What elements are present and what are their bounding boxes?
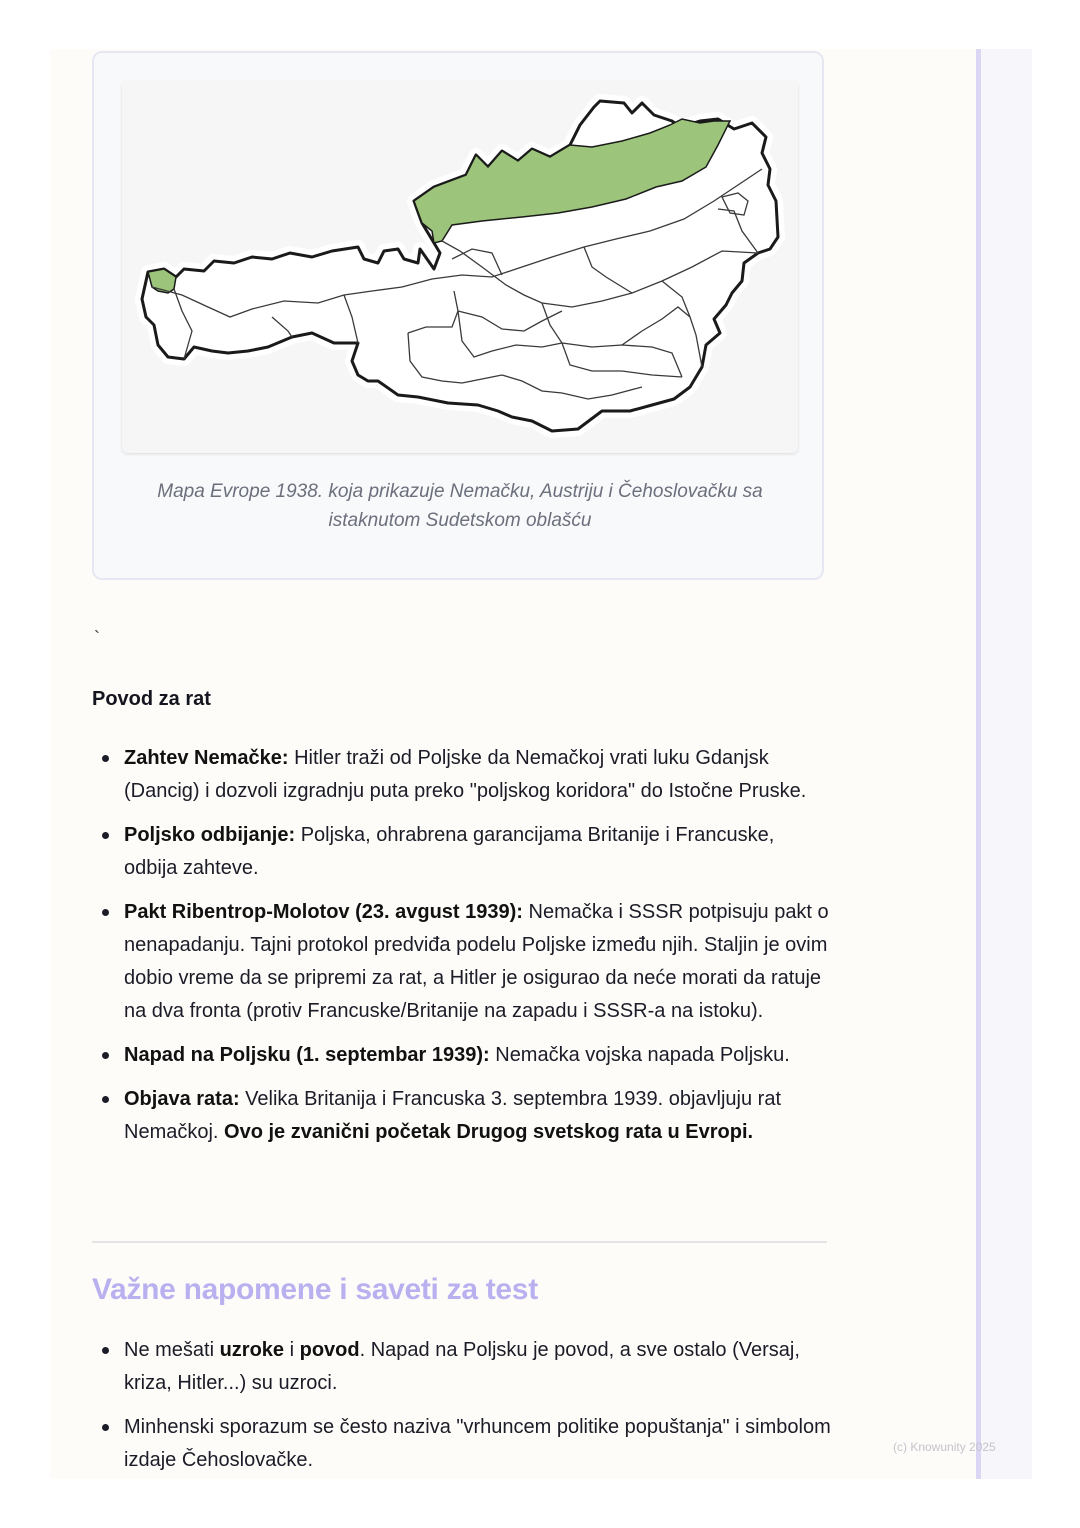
tips-list (92, 1334, 832, 1488)
item-term: Pakt Ribentrop-Molotov (23. avgust 1939): (124, 901, 523, 923)
watermark: (c) Knowunity 2025 (893, 1440, 996, 1454)
item-text: Ne mešati (124, 1339, 220, 1361)
map-caption: Mapa Evrope 1938. koja prikazuje Nemačku, Austriju i Čehoslovačku sa istaknutom Sudetskom oblašću (157, 481, 763, 531)
item-text: Nemačka vojska napada Poljsku. (489, 1044, 790, 1066)
side-panel (981, 49, 1032, 1479)
item-text: Hitler traži od Poljske da Nemačkoj vrati luku Gdanjsk (Dancig) i dozvoli izgradnju puta preko "poljskog koridora" do Istočne Pruske. (124, 747, 807, 802)
item-text: Poljska, ohrabrena garancijama Britanije i Francuske, odbija zahteve. (124, 824, 775, 879)
item-emphasis: povod (299, 1339, 360, 1361)
map-image (122, 81, 798, 453)
item-term: Zahtev Nemačke: (124, 747, 289, 769)
item-term: Objava rata: (124, 1088, 240, 1110)
list-item (92, 1083, 832, 1149)
item-emphasis: Ovo je zvanični početak Drugog svetskog rata u Evropi. (224, 1121, 754, 1143)
item-text: Velika Britanija i Francuska 3. septembra 1939. objavljuju rat Nemačkoj. (124, 1088, 782, 1143)
item-text: i (284, 1339, 300, 1361)
item-emphasis: uzroke (219, 1339, 285, 1361)
map-figure (92, 51, 824, 580)
cause-list (92, 742, 832, 1160)
list-item (92, 896, 832, 1028)
item-text: . Napad na Poljsku je povod, a sve ostalo (Versaj, kriza, Hitler...) su uzroci. (124, 1339, 800, 1394)
section-divider (92, 1241, 827, 1243)
item-text: Minhenski sporazum se često naziva "vrhuncem politike popuštanja" i simbolom izdaje Čehoslovačke. (124, 1416, 831, 1471)
list-item (92, 742, 832, 808)
austria-map-illustration (122, 81, 798, 453)
tips-heading: Važne napomene i saveti za test (92, 1273, 538, 1306)
list-item (92, 1411, 832, 1477)
item-text: Nemačka i SSSR potpisuju pakt o nenapadanju. Tajni protokol predviđa podelu Poljske između njih. Staljin je ovim dobio vreme da se pripremi za rat, a Hitler je osigurao da neće morati da ratuje na dva fronta (protiv Francuske/Britanije na zapadu i SSSR-a na istoku). (124, 901, 829, 1022)
stray-mark: ` (94, 628, 100, 648)
item-term: Poljsko odbijanje: (124, 824, 296, 846)
list-item (92, 819, 832, 885)
section-title: Povod za rat (92, 688, 211, 710)
list-item (92, 1039, 832, 1072)
list-item (92, 1334, 832, 1400)
item-term: Napad na Poljsku (1. septembar 1939): (124, 1044, 490, 1066)
